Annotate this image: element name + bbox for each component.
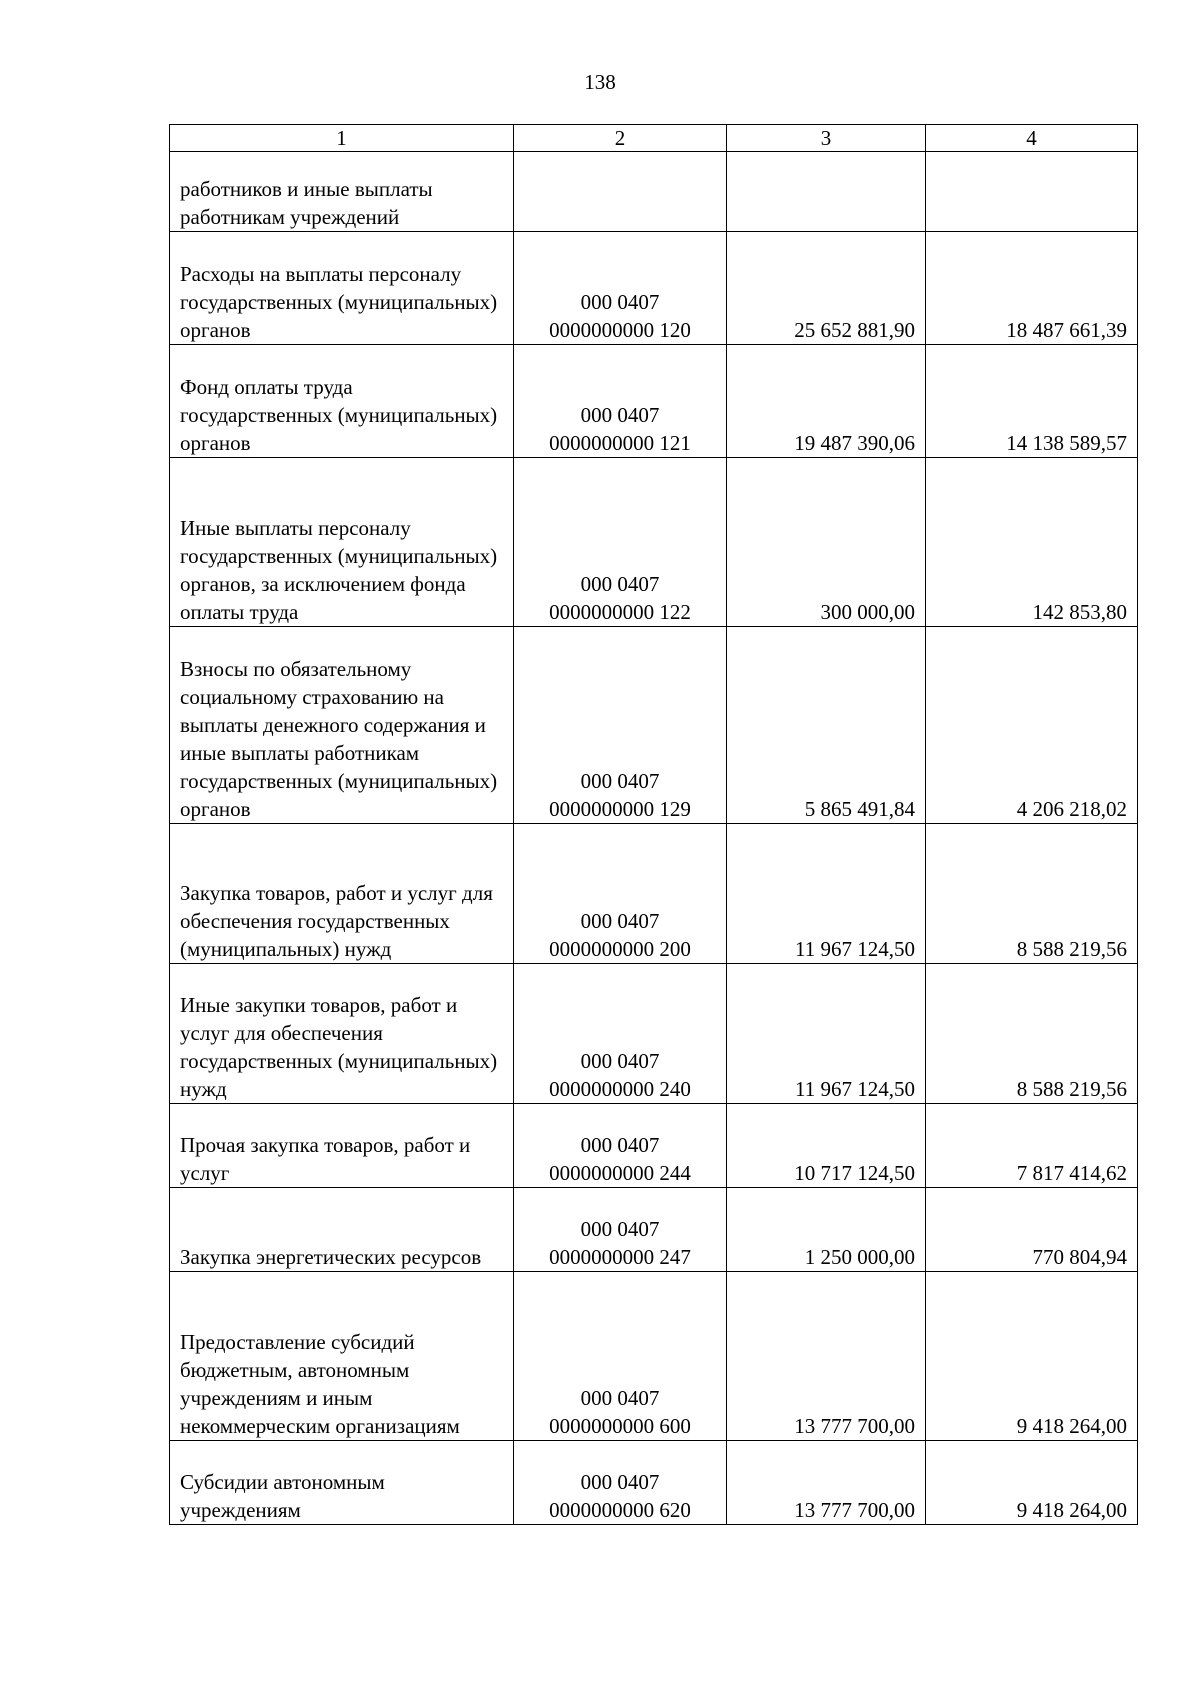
row-name: Закупка товаров, работ и услуг для обеспечения государственных (муниципальных) нужд: [170, 824, 514, 964]
row-value-col3: 13 777 700,00: [727, 1441, 926, 1525]
row-code-section: 000 0407: [580, 1386, 660, 1410]
row-value-col3: 11 967 124,50: [727, 964, 926, 1104]
row-value-col4: 8 588 219,56: [926, 964, 1138, 1104]
row-value-col3: 11 967 124,50: [727, 824, 926, 964]
row-code-article: 0000000000 120: [549, 318, 691, 342]
table-row: [170, 627, 1138, 824]
row-code: [514, 1104, 727, 1188]
row-code-section: 000 0407: [580, 403, 660, 427]
row-value-col3: 10 717 124,50: [727, 1104, 926, 1188]
row-code: [514, 1272, 727, 1441]
row-value-col3: 1 250 000,00: [727, 1188, 926, 1272]
row-name: Иные закупки товаров, работ и услуг для обеспечения государственных (муниципальных) нужд: [170, 964, 514, 1104]
row-code: [514, 1188, 727, 1272]
column-header-3: 3: [727, 125, 926, 152]
table-row: [170, 1441, 1138, 1525]
row-value-col3: 5 865 491,84: [727, 627, 926, 824]
row-code: [514, 964, 727, 1104]
row-code-section: 000 0407: [580, 909, 660, 933]
row-code-article: 0000000000 129: [549, 797, 691, 821]
row-value-col3: 19 487 390,06: [727, 345, 926, 458]
row-code: [514, 627, 727, 824]
table-row: [170, 232, 1138, 345]
row-code-section: 000 0407: [580, 1133, 660, 1157]
column-header-1: 1: [170, 125, 514, 152]
table-row: [170, 152, 1138, 232]
budget-table: [169, 124, 1138, 1525]
row-name: Субсидии автономным учреждениям: [170, 1441, 514, 1525]
row-code-article: 0000000000 244: [549, 1161, 691, 1185]
row-value-col4: 7 817 414,62: [926, 1104, 1138, 1188]
row-value-col4: 9 418 264,00: [926, 1272, 1138, 1441]
table-row: [170, 1104, 1138, 1188]
column-header-4: 4: [926, 125, 1138, 152]
row-code: [514, 824, 727, 964]
row-value-col4: 18 487 661,39: [926, 232, 1138, 345]
row-value-col4: 4 206 218,02: [926, 627, 1138, 824]
row-value-col4: 9 418 264,00: [926, 1441, 1138, 1525]
row-code: [514, 345, 727, 458]
row-value-col4: 8 588 219,56: [926, 824, 1138, 964]
page-number: 138: [584, 70, 616, 94]
row-name: Фонд оплаты труда государственных (муниципальных) органов: [170, 345, 514, 458]
row-code-article: 0000000000 122: [549, 600, 691, 624]
row-value-col3: 13 777 700,00: [727, 1272, 926, 1441]
row-name: Расходы на выплаты персоналу государственных (муниципальных) органов: [170, 232, 514, 345]
row-value-col4: 142 853,80: [926, 458, 1138, 627]
row-value-col4: [926, 152, 1138, 232]
row-value-col4: 770 804,94: [926, 1188, 1138, 1272]
row-code-section: 000 0407: [580, 1470, 660, 1494]
row-code-section: 000 0407: [580, 572, 660, 596]
row-code-section: 000 0407: [580, 769, 660, 793]
row-code: [514, 458, 727, 627]
row-name: работников и иные выплаты работникам учреждений: [170, 152, 514, 232]
row-code-article: 0000000000 200: [549, 937, 691, 961]
row-code: [514, 1441, 727, 1525]
row-name: Иные выплаты персоналу государственных (муниципальных) органов, за исключением фонда оплаты труда: [170, 458, 514, 627]
row-code-section: 000 0407: [580, 1217, 660, 1241]
table-row: [170, 824, 1138, 964]
row-code: [514, 152, 727, 232]
row-value-col3: 300 000,00: [727, 458, 926, 627]
table-row: [170, 1188, 1138, 1272]
table-row: [170, 1272, 1138, 1441]
row-name: Взносы по обязательному социальному страхованию на выплаты денежного содержания и иные выплаты работникам государственных (муниципальных) органов: [170, 627, 514, 824]
table-row: [170, 964, 1138, 1104]
row-code-article: 0000000000 121: [549, 431, 691, 455]
row-code-article: 0000000000 620: [549, 1498, 691, 1522]
column-header-2: 2: [514, 125, 727, 152]
table-row: [170, 345, 1138, 458]
table-header-row: [170, 125, 1138, 152]
row-name: Предоставление субсидий бюджетным, автономным учреждениям и иным некоммерческим организациям: [170, 1272, 514, 1441]
row-value-col4: 14 138 589,57: [926, 345, 1138, 458]
row-code: [514, 232, 727, 345]
row-code-article: 0000000000 247: [549, 1245, 691, 1269]
row-code-article: 0000000000 240: [549, 1077, 691, 1101]
row-value-col3: 25 652 881,90: [727, 232, 926, 345]
row-code-section: 000 0407: [580, 1049, 660, 1073]
row-code-section: 000 0407: [580, 290, 660, 314]
row-value-col3: [727, 152, 926, 232]
table-row: [170, 458, 1138, 627]
row-code-article: 0000000000 600: [549, 1414, 691, 1438]
row-name: Закупка энергетических ресурсов: [170, 1188, 514, 1272]
row-name: Прочая закупка товаров, работ и услуг: [170, 1104, 514, 1188]
